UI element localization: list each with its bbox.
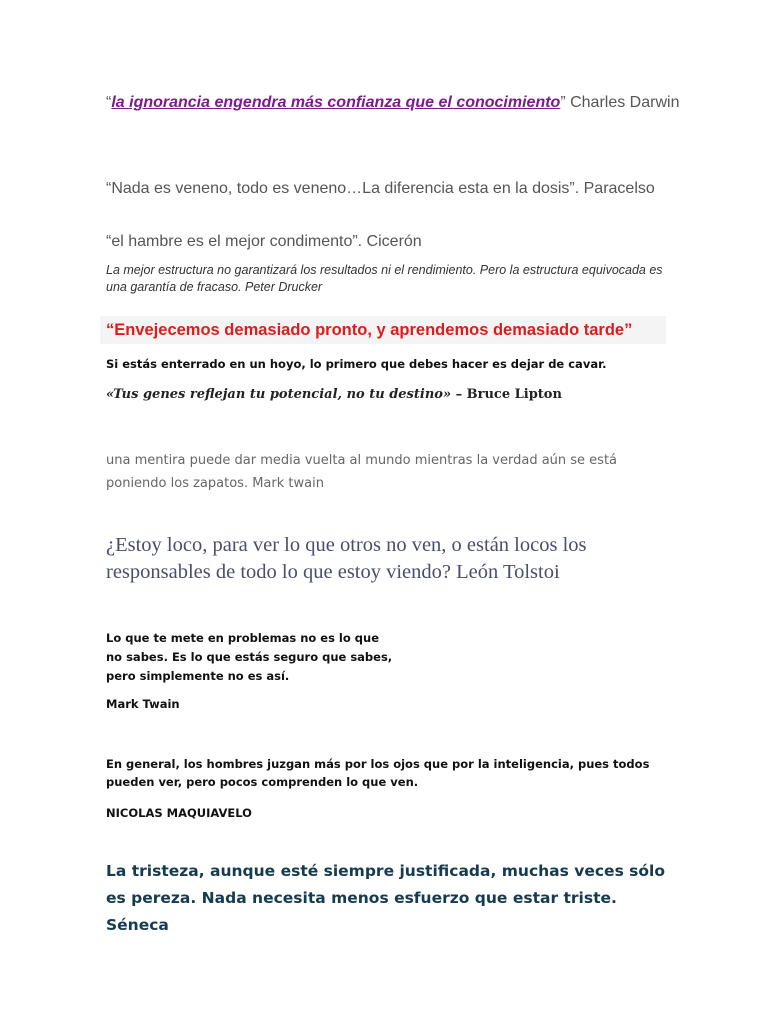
quote-ciceron: “el hambre es el mejor condimento”. Cicerón bbox=[106, 233, 422, 250]
quote-envejecemos: “Envejecemos demasiado pronto, y aprendemos demasiado tarde” bbox=[100, 316, 666, 344]
quote-darwin-author: Charles Darwin bbox=[565, 94, 680, 111]
quote-maquiavelo: En general, los hombres juzgan más por los ojos que por la inteligencia, pues todos pueden ver, pero pocos comprenden lo que ven. bbox=[106, 757, 650, 789]
quote-lipton-author: – Bruce Lipton bbox=[451, 387, 562, 402]
open-quote-mark: “ bbox=[106, 94, 112, 111]
close-quote-mark: ” bbox=[560, 94, 566, 111]
quote-maquiavelo-author: NICOLAS MAQUIAVELO bbox=[106, 806, 252, 820]
quote-problemas-line: pero simplemente no es así. bbox=[106, 669, 290, 683]
quote-problemas-line: Lo que te mete en problemas no es lo que bbox=[106, 631, 380, 645]
quote-problemas-author: Mark Twain bbox=[106, 697, 180, 711]
quote-darwin-link[interactable]: la ignorancia engendra más confianza que el conocimiento bbox=[111, 94, 561, 111]
quote-problemas bbox=[106, 629, 406, 686]
quote-hoyo: Si estás enterrado en un hoyo, lo primero que debes hacer es dejar de cavar. bbox=[106, 357, 607, 371]
quote-darwin bbox=[106, 92, 686, 114]
quote-seneca: La tristeza, aunque esté siempre justificada, muchas veces sólo es pereza. Nada necesita menos esfuerzo que estar triste. Séneca bbox=[106, 862, 666, 934]
quote-lipton-text: «Tus genes reflejan tu potencial, no tu destino» bbox=[106, 387, 452, 402]
quote-mentira: una mentira puede dar media vuelta al mundo mientras la verdad aún se está poniendo los zapatos. Mark twain bbox=[106, 453, 618, 491]
quote-tolstoi: ¿Estoy loco, para ver lo que otros no ven, o están locos los responsables de todo lo que estoy viendo? León Tolstoi bbox=[106, 534, 587, 583]
quote-drucker: La mejor estructura no garantizará los resultados ni el rendimiento. Pero la estructura equivocada es una garantía de fracaso. Peter Drucker bbox=[106, 263, 663, 294]
quote-lipton bbox=[106, 385, 666, 405]
quote-paracelso: “Nada es veneno, todo es veneno…La diferencia esta en la dosis”. Paracelso bbox=[106, 180, 655, 197]
quote-problemas-line: no sabes. Es lo que estás seguro que sabes, bbox=[106, 650, 393, 664]
